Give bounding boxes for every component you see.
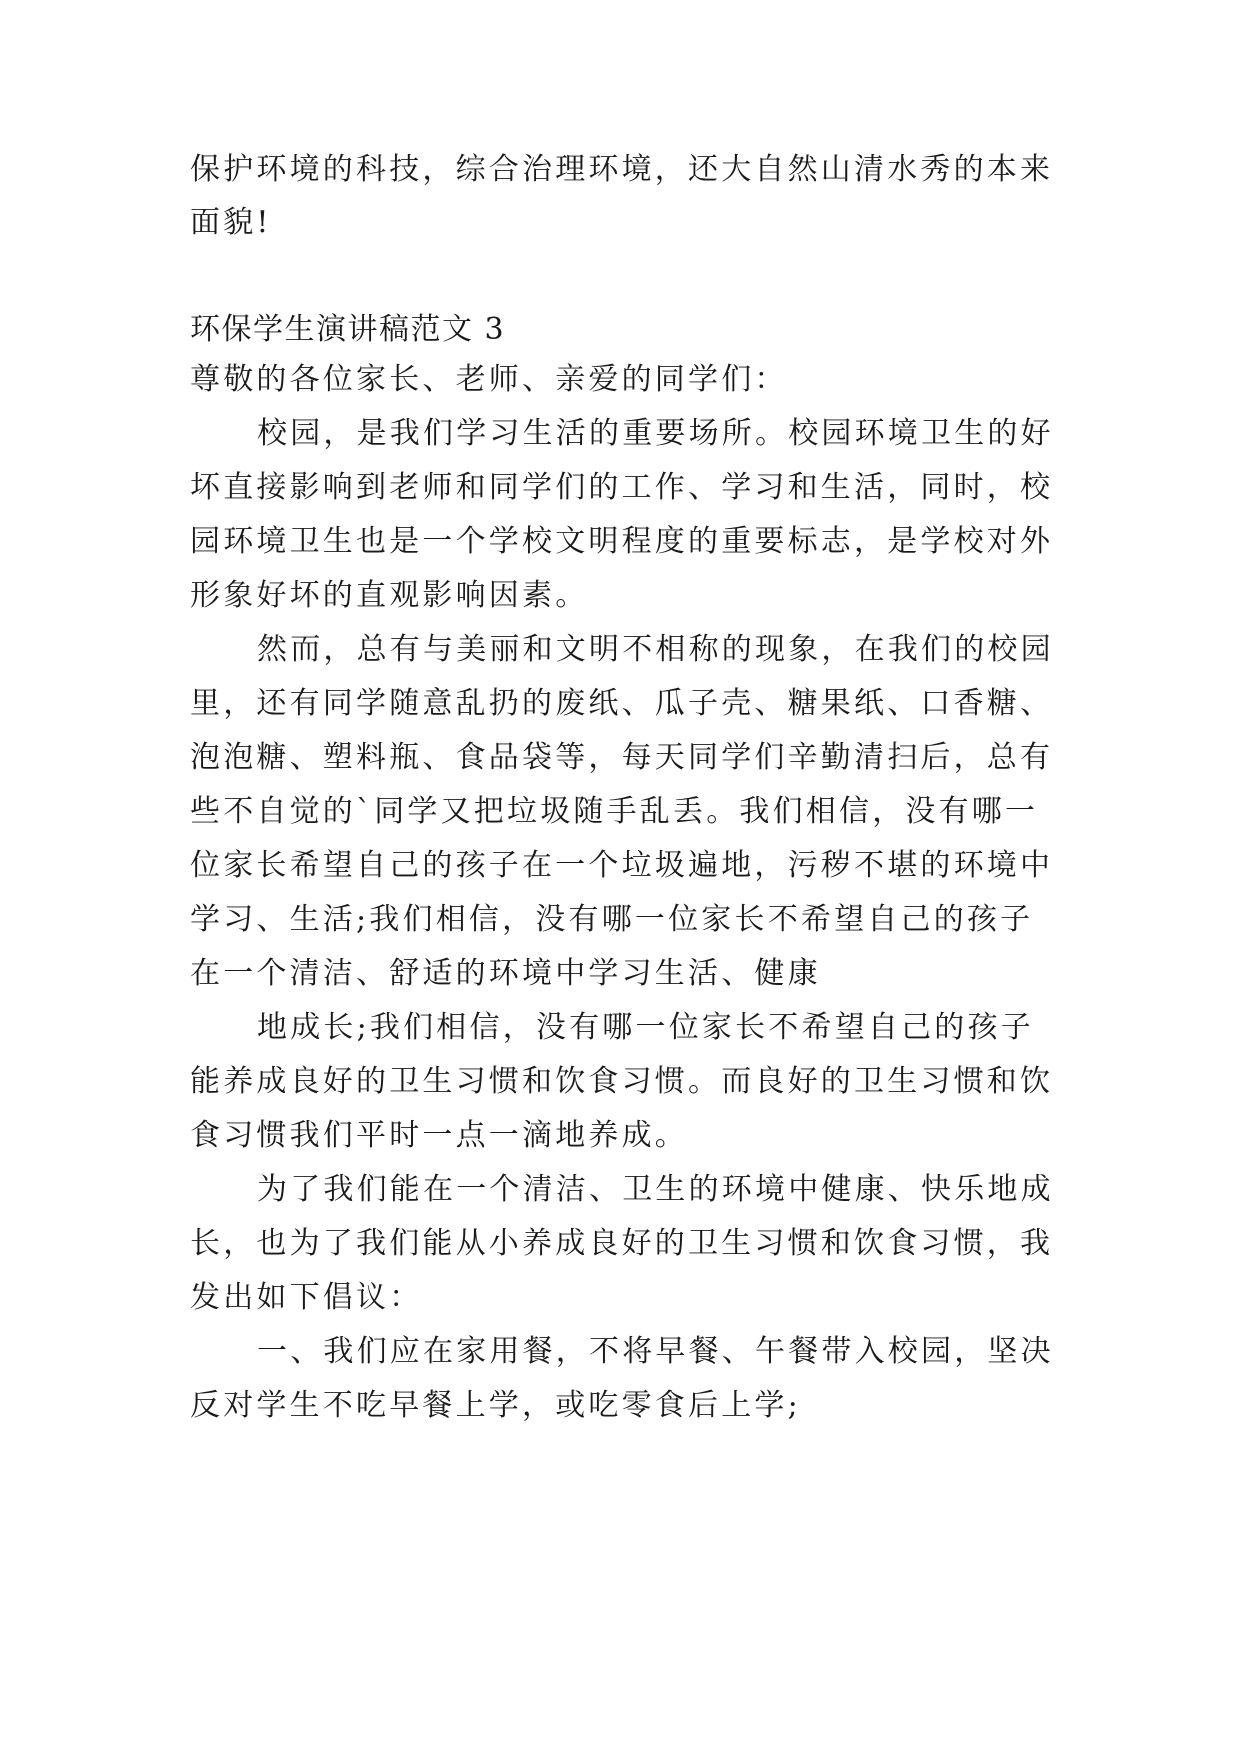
paragraph-line: 地成长;我们相信，没有哪一位家长不希望自己的孩子 [257, 1010, 1034, 1045]
intro-line: 保护环境的科技，综合治理环境，还大自然山清水秀的本来 [190, 152, 1054, 187]
salutation: 尊敬的各位家长、老师、亲爱的同学们： [190, 362, 788, 397]
paragraph-line: 长，也为了我们能从小养成良好的卫生习惯和饮食习惯，我 [190, 1226, 1054, 1261]
paragraph-line: 位家长希望自己的孩子在一个垃圾遍地，污秽不堪的环境中 [190, 848, 1054, 883]
paragraph-line: 里，还有同学随意乱扔的废纸、瓜子壳、糖果纸、口香糖、 [190, 686, 1054, 721]
paragraph-line: 在一个清洁、舒适的环境中学习生活、健康 [190, 956, 821, 991]
paragraph-line: 校园，是我们学习生活的重要场所。校园环境卫生的好 [257, 416, 1054, 451]
paragraph-line: 园环境卫生也是一个学校文明程度的重要标志，是学校对外 [190, 524, 1054, 559]
paragraph-line: 反对学生不吃早餐上学，或吃零食后上学; [190, 1388, 801, 1423]
paragraph-line: 能养成良好的卫生习惯和饮食习惯。而良好的卫生习惯和饮 [190, 1064, 1054, 1099]
paragraph-line: 学习、生活;我们相信，没有哪一位家长不希望自己的孩子 [190, 902, 1034, 937]
paragraph-line: 泡泡糖、塑料瓶、食品袋等，每天同学们辛勤清扫后，总有 [190, 740, 1054, 775]
paragraph-line: 为了我们能在一个清洁、卫生的环境中健康、快乐地成 [257, 1172, 1054, 1207]
paragraph-line: 坏直接影响到老师和同学们的工作、学习和生活，同时，校 [190, 470, 1054, 505]
section-title: 环保学生演讲稿范文 3 [190, 312, 506, 347]
paragraph-line: 一、我们应在家用餐，不将早餐、午餐带入校园，坚决 [257, 1334, 1054, 1369]
paragraph-line: 发出如下倡议： [190, 1280, 423, 1315]
paragraph-line: 些不自觉的`同学又把垃圾随手乱丢。我们相信，没有哪一 [190, 794, 1039, 829]
paragraph-line: 食习惯我们平时一点一滴地养成。 [190, 1118, 688, 1153]
intro-line: 面貌! [190, 205, 272, 240]
paragraph-line: 形象好坏的直观影响因素。 [190, 578, 589, 613]
paragraph-line: 然而，总有与美丽和文明不相称的现象，在我们的校园 [257, 632, 1054, 667]
